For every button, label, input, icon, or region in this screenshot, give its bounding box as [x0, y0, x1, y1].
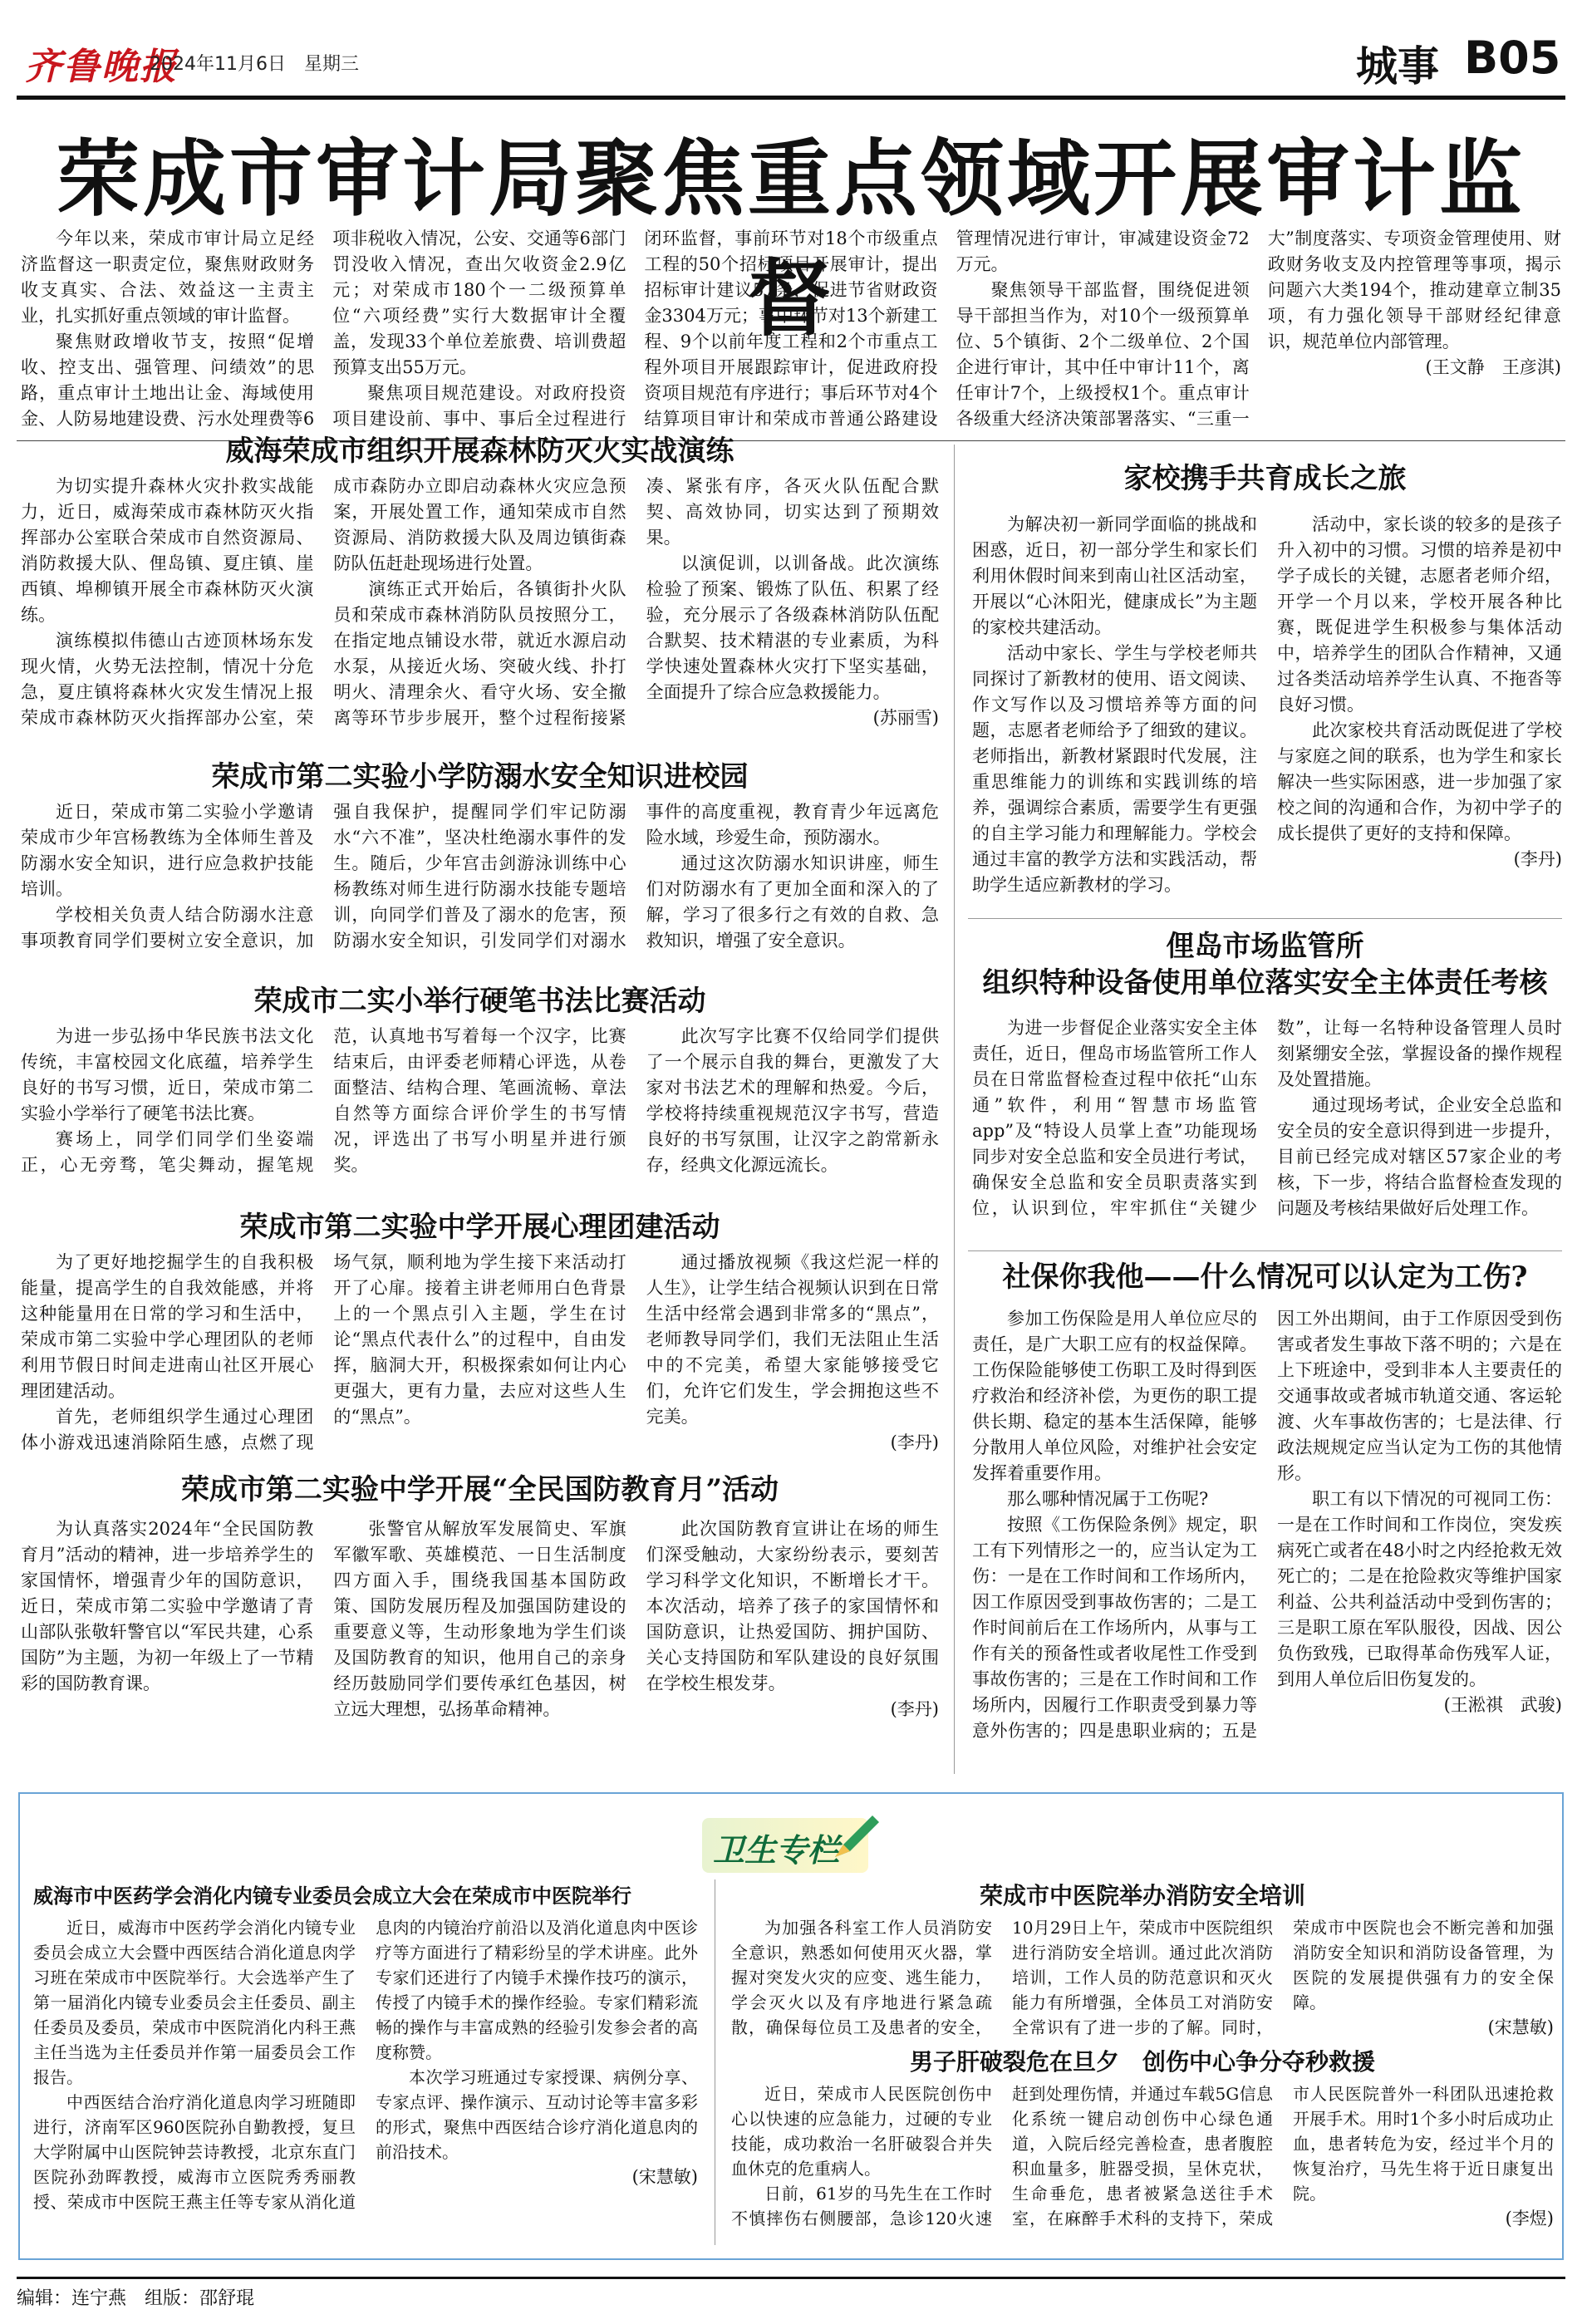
paragraph: 为加强各科室工作人员消防安全意识，熟悉如何使用灭火器，掌握对突发火灾的应变、逃生能力，学会灭火以及有序地进行紧急疏散，确保每位员工及患者的安全，10月29日上午，荣成市中医院组织进行消防安全培训。通过此次消防培训，工作人员的防范意识和灭火能力有所增强，全体员工对消防安全常识有了进一步的了解。同时，荣成市中医院也会不断完善和加强消防安全知识和消防设备管理，为医院的发展提供强有力的安全保障。 [731, 1918, 1554, 2037]
article-headline: 荣成市第二实验中学开展“全民国防教育月”活动 [180, 1473, 779, 1506]
paragraph: 聚焦领导干部监督，围绕促进领导干部担当作为，对10个一级预算单位、5个镇街、2个二级单位、2个国企进行审计，其中任中审计11个，离任审计7个，上级授权1个。重点审计各级重大经济决策部署落实、“三重一大”制度落实、专项资金管理使用、财政财务收支及内控管理等事项，揭示问题六大类194个，推动建章立制35项，有力强化领导干部财经纪律意识，规范单位内部管理。 [956, 228, 1561, 429]
divider [968, 1250, 1562, 1251]
newspaper-logo: 齐鲁晚报 [25, 46, 178, 88]
paragraph: 中西医结合治疗消化道息肉学习班随即进行，济南军区960医院孙自勤教授，复旦大学附属中山医院钟芸诗教授，北京东直门医院孙劲晖教授，威海市立医院秀秀丽教授、荣成市中医院王燕主任等专家从消化道息肉的内镜治疗前沿以及消化道息肉中医诊疗等方面进行了精彩纷呈的学术讲座。此外专家们还进行了内镜手术操作技巧的演示，传授了内镜手术的操作经验。专家们精彩流畅的操作与丰富成熟的经验引发参会者的高度称赞。 [33, 1918, 698, 2212]
paragraph: 此次国防教育宣讲让在场的师生们深受触动，大家纷纷表示，要刻苦学习科学文化知识，不断增长才干。本次活动，培养了孩子的家国情怀和国防意识，让热爱国防、拥护国防、关心支持国防和军队建设的良好氛围在学校生根发芽。 [646, 1519, 939, 1693]
paragraph: 为解决初一新同学面临的挑战和困惑，近日，初一部分学生和家长们利用休假时间来到南山社区活动室，开展以“心沐阳光，健康成长”为主题的家校共建活动。 [972, 514, 1257, 637]
health-article-body-endoscopy [33, 1915, 698, 2252]
divider [968, 918, 1562, 919]
paragraph: 按照《工伤保险条例》规定，职工有下列情形之一的，应当认定为工伤：一是在工作时间和工作场所内，因工作原因受到事故伤害的；二是工作时间前后在工作场所内，从事与工作有关的预备性或者收尾性工作受到事故伤害的；三是在工作时间和工作场所内，因履行工作职责受到暴力等意外伤害的；四是患职业病的；五是因工外出期间，由于工作原因受到伤害或者发生事故下落不明的；六是在上下班途中，受到非本人主要责任的交通事故或者城市轨道交通、客运轮渡、火车事故伤害的；七是法律、行政法规规定应当认定为工伤的其他情形。 [972, 1309, 1562, 1741]
paragraph: 演练正式开始后，各镇街扑火队员和荣成市森林消防队员按照分工，在指定地点铺设水带，就近水源启动水泵，从接近火场、突破火线、扑打明火、清理余火、看守火场、安全撤离等环节步步展开，整个过程衔接紧凑、紧张有序，各灭火队伍配合默契、高效协同，切实达到了预期效果。 [333, 476, 939, 728]
paragraph: 活动中，家长谈的较多的是孩子升入初中的习惯。习惯的培养是初中学子成长的关键，志愿者老师介绍，开学一个月以来，学校开展各种比赛，既促进学生积极参与集体活动中，培养学生的团队合作精神，又通过各类活动培养学生认真、不拖沓等良好习惯。 [1277, 514, 1562, 715]
article-body-defense-month [21, 1516, 939, 1749]
paragraph: 以演促训，以训备战。此次演练检验了预案、锻炼了队伍、积累了经验，充分展示了各级森林消防队伍配合默契、技术精湛的专业素质，为科学快速处置森林火灾打下坚实基础，全面提升了综合应急救援能力。 [646, 553, 939, 702]
article-headline: 荣成市第二实验小学防溺水安全知识进校园 [211, 760, 749, 794]
paragraph: 赛场上，同学们同学们坐姿端正，心无旁骛，笔尖舞动，握笔规范，认真地书写着每一个汉字，比赛结束后，由评委老师精心评选，从卷面整洁、结构合理、笔画流畅、章法自然等方面综合评价学生的书写情况，评选出了书写小明星并进行颁奖。 [21, 1026, 626, 1175]
byline: (李丹) [1513, 849, 1562, 869]
masthead-rule [17, 96, 1565, 100]
paragraph: 此次家校共育活动既促进了学校与家庭之间的联系，也为学生和家长解决一些实际困惑，进一步加强了家校之间的沟通和合作，为初中学子的成长提供了更好的支持和保障。 [1277, 720, 1562, 843]
paragraph: 通过现场考试，企业安全总监和安全员的安全意识得到进一步提升，目前已经完成对辖区57家企业的考核，下一步，将结合监督检查发现的问题及考核结果做好后处理工作。 [1277, 1095, 1562, 1218]
paragraph: 为了更好地挖掘学生的自我积极能量，提高学生的自我效能感，并将这种能量用在日常的学习和生活中，荣成市第二实验中学心理团队的老师利用节假日时间走进南山社区开展心理团建活动。 [21, 1252, 314, 1401]
article-body-special-equipment [972, 1015, 1562, 1244]
health-article-body-fire-training [731, 1915, 1554, 2044]
page-number: B05 [1464, 32, 1561, 84]
paragraph: 近日，威海市中医药学会消化内镜专业委员会成立大会暨中西医结合消化道息肉学习班在荣成市中医院举行。大会选举产生了第一届消化内镜专业委员会主任委员、副主任委员及委员，荣成市中医院消化内科王燕主任当选为主任委员并作第一届委员会工作报告。 [33, 1918, 356, 2087]
paragraph: 参加工伤保险是用人单位应尽的责任，是广大职工应有的权益保障。工伤保险能够使工伤职工及时得到医疗救治和经济补偿，为更伤的职工提供长期、稳定的基本生活保障，能够分散用人单位风险，对维护社会安定发挥着重要作用。 [972, 1309, 1257, 1483]
paragraph: 活动中家长、学生与学校老师共同探讨了新教材的使用、语文阅读、作文写作以及习惯培养等方面的问题，志愿者老师给予了细致的建议。老师指出，新教材紧跟时代发展，注重思维能力的训练和实践训练的培养，强调综合素质，需要学生有更强的自主学习能力和理解能力。学校会通过丰富的教学方法和实践活动，帮助学生适应新教材的学习。 [972, 643, 1257, 895]
lead-article-body [21, 226, 1561, 438]
paragraph: 演练模拟伟德山古迹顶林场东发现火情，火势无法控制，情况十分危急，夏庄镇将森林火灾发生情况上报荣成市森林防灭火指挥部办公室，荣成市森防办立即启动森林火灾应急预案，开展处置工作，通知荣成市自然资源局、消防救援大队及周边镇街森防队伍赶赴现场进行处置。 [21, 476, 626, 728]
paragraph: 聚焦财政增收节支，按照“促增收、控支出、强管理、问绩效”的思路，重点审计土地出让金、海域使用金、人防易地建设费、污水处理费等6项非税收入情况，公安、交通等6部门罚没收入情况，查出欠收资金2.9亿元；对荣成市180个一二级预算单位“六项经费”实行大数据审计全覆盖，发现33个单位差旅费、培训费超预算支出55万元。 [21, 228, 626, 429]
byline: (李煜) [1505, 2209, 1554, 2228]
health-column-title: 卫生专栏 [713, 1831, 840, 1869]
paragraph: 职工有以下情况的可视同工伤：一是在工作时间和工作岗位，突发疾病死亡或者在48小时之内经抢救无效死亡的；二是在抢险救灾等维护国家利益、公共利益活动中受到伤害的；三是职工原在军队服役，因战、因公负伤致残，已取得革命伤残军人证，到用人单位后旧伤复发的。 [1277, 1489, 1562, 1689]
lead-headline: 荣成市审计局聚焦重点领域开展审计监督 [56, 130, 1526, 347]
paragraph: 为切实提升森林火灾扑救实战能力，近日，威海荣成市森林防灭火指挥部办公室联合荣成市自然资源局、消防救援大队、俚岛镇、夏庄镇、崖西镇、埠柳镇开展全市森林防灭火演练。 [21, 476, 314, 625]
article-body-psych-team [21, 1250, 939, 1457]
byline: (李丹) [890, 1432, 939, 1452]
editor-credits: 编辑：连宁燕 组版：邵舒琨 [17, 2277, 1565, 2310]
paragraph: 首先，老师组织学生通过心理团体小游戏迅速消除陌生感，点燃了现场气氛，顺利地为学生接下来活动打开了心扉。接着主讲老师用白色背景上的一个黑点引入主题，学生在讨论“黑点代表什么”的过程中，自由发挥，脑洞大开，积极探索如何让内心更强大，更有力量，去应对这些人生的“黑点”。 [21, 1252, 626, 1452]
paragraph: 聚焦项目规范建设。对政府投资项目建设前、事中、事后全过程进行闭环监督，事前环节对18个市级重点工程的50个招标项目开展审计，提出招标审计建议57条，促进节省财政资金3304万元；事中环节对13个新建工程、9个以前年度工程和2个市重点工程外项目开展跟踪审计，促进政府投资项目规范有序进行；事后环节对4个结算项目审计和荣成市普通公路建设管理情况进行审计，审减建设资金72万元。 [332, 228, 1250, 429]
section-name: 城事 [1356, 42, 1439, 91]
paragraph: 近日，荣成市人民医院创伤中心以快速的应急能力，过硬的专业技能，成功救治一名肝破裂合并失血休克的危重病人。 [731, 2084, 992, 2179]
paragraph: 张警官从解放军发展简史、军旗军徽军歌、英雄模范、一日生活制度四方面入手，围绕我国基本国防政策、国防发展历程及加强国防建设的重要意义等，生动形象地为学生们谈及国防教育的知识，他用自己的亲身经历鼓励同学们要传承红色基因，树立远大理想，弘扬革命精神。 [333, 1519, 626, 1719]
issue-date: 2024年11月6日 星期三 [150, 54, 359, 75]
paragraph: 学校相关负责人结合防溺水注意事项教育同学们要树立安全意识，加强自我保护，提醒同学们牢记防溺水“六不准”，坚决杜绝溺水事件的发生。随后，少年宫击剑游泳训练中心杨教练对师生进行防溺水技能专题培训，向同学们普及了溺水的危害，预防溺水安全知识，引发同学们对溺水事件的高度重视，教育青少年远离危险水域，珍爱生命，预防溺水。 [21, 802, 939, 951]
article-headline-line1: 俚岛市场监管所 [1166, 930, 1364, 963]
paragraph: 此次写字比赛不仅给同学们提供了一个展示自我的舞台，更激发了大家对书法艺术的理解和热爱。今后，学校将持续重视规范汉字书写，营造良好的书写氛围，让汉字之韵常新永存，经典文化源远流长。 [646, 1026, 939, 1175]
paragraph: 那么哪种情况属于工伤呢? [1007, 1489, 1209, 1509]
health-article-body-trauma [731, 2081, 1554, 2252]
health-headline: 男子肝破裂危在旦夕 创伤中心争分夺秒救援 [909, 2048, 1375, 2076]
paragraph: 通过播放视频《我这烂泥一样的人生》，让学生结合视频认识到在日常生活中经常会遇到非常多的“黑点”，老师教导同学们，我们无法阻止生活中的不完美，希望大家能够接受它们，允许它们发生，学会拥抱这些不完美。 [646, 1252, 939, 1427]
article-headline: 荣成市二实小举行硬笔书法比赛活动 [253, 985, 706, 1018]
paragraph: 本次学习班通过专家授课、病例分享、专家点评、操作演示、互动讨论等丰富多彩的形式，聚焦中西医结合诊疗消化道息肉的前沿技术。 [376, 2067, 698, 2162]
article-headline: 威海荣成市组织开展森林防灭火实战演练 [225, 435, 734, 468]
column-divider [954, 445, 955, 1774]
paragraph: 为进一步弘扬中华民族书法文化传统，丰富校园文化底蕴，培养学生良好的书写习惯，近日，荣成市第二实验小学举行了硬笔书法比赛。 [21, 1026, 314, 1123]
byline: (宋慧敏) [1487, 2017, 1554, 2037]
byline: (苏丽雪) [872, 708, 939, 728]
byline: (王淞祺 武骏) [1443, 1695, 1562, 1715]
article-body-drowning-safety [21, 799, 939, 978]
paragraph: 今年以来，荣成市审计局立足经济监督这一职责定位，聚焦财政财务收支真实、合法、效益这一主责主业，扎实抓好重点领域的审计监督。 [21, 228, 315, 326]
byline: (宋慧敏) [631, 2167, 698, 2187]
byline: (李丹) [890, 1699, 939, 1719]
paragraph: 近日，荣成市第二实验小学邀请荣成市少年宫杨教练为全体师生普及防溺水安全知识，进行应急救护技能培训。 [21, 802, 314, 899]
article-body-home-school [972, 512, 1562, 911]
article-body-forest-drill [21, 474, 939, 756]
article-body-work-injury [972, 1306, 1562, 1751]
paragraph: 通过这次防溺水知识讲座，师生们对防溺水有了更加全面和深入的了解，学习了很多行之有效的自救、急救知识，增强了安全意识。 [646, 853, 939, 951]
byline: (王文静 王彦淇) [1425, 357, 1561, 377]
paragraph: 为进一步督促企业落实安全主体责任，近日，俚岛市场监管所工作人员在日常监督检查过程中依托“山东通”软件，利用“智慧市场监管app”及“特设人员掌上查”功能现场同步对安全总监和安全员进行考试，确保安全总监和安全员职责落实到位，认识到位，牢牢抓住“关键少数”，让每一名特种设备管理人员时刻紧绷安全弦，掌握设备的操作规程及处置措施。 [972, 1018, 1562, 1218]
paragraph: 日前，61岁的马先生在工作时不慎摔伤右侧腰部，急诊120火速赶到处理伤情，并通过车载5G信息化系统一键启动创伤中心绿色通道，入院后经完善检查，患者腹腔积血量多，脏器受损，呈休克状，生命垂危，患者被紧急送往手术室，在麻醉手术科的支持下，荣成市人民医院普外一科团队迅速抢救开展手术。用时1个多小时后成功止血，患者转危为安，经过半个月的恢复治疗，马先生将于近日康复出院。 [731, 2084, 1554, 2228]
article-headline: 荣成市第二实验中学开展心理团建活动 [239, 1211, 720, 1244]
article-headline-line2: 组织特种设备使用单位落实安全主体责任考核 [982, 966, 1548, 1000]
paragraph: 为认真落实2024年“全民国防教育月”活动的精神，进一步培养学生的家国情怀，增强青少年的国防意识，近日，荣成市第二实验中学邀请了青山部队张敬轩警官以“军民共建，心系国防”为主题，为初一年级上了一节精彩的国防教育课。 [21, 1519, 314, 1693]
health-headline: 威海市中医药学会消化内镜专业委员会成立大会在荣成市中医院举行 [33, 1884, 631, 1908]
article-headline: 家校携手共育成长之旅 [1123, 462, 1407, 495]
article-body-calligraphy [21, 1024, 939, 1202]
health-headline: 荣成市中医院举办消防安全培训 [979, 1882, 1305, 1909]
article-headline: 社保你我他——什么情况可以认定为工伤? [1002, 1260, 1528, 1294]
